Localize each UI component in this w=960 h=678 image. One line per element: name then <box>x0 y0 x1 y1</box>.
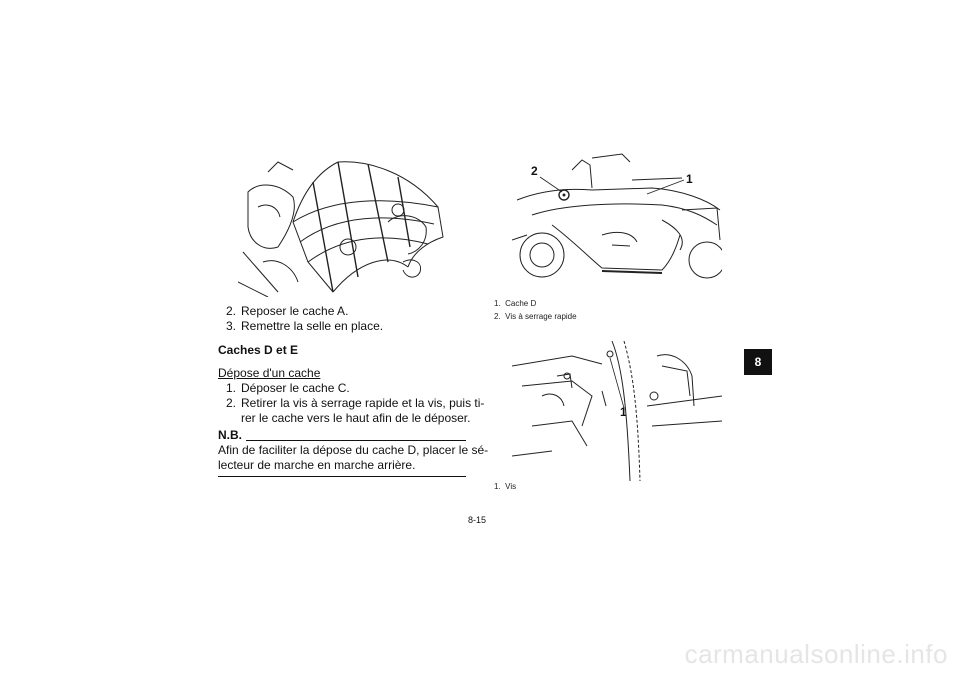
note-line-1: Afin de faciliter la dépose du cache D, placer le sé- <box>218 443 489 457</box>
seat-cover-illustration <box>238 152 448 297</box>
step-remove-screws-line2: rer le cache vers le haut afin de le déposer. <box>241 411 471 425</box>
note-label: N.B. <box>218 428 242 442</box>
note-line-2: lecteur de marche en marche arrière. <box>218 458 416 472</box>
fig2-caption-1: 1. Vis <box>494 482 517 491</box>
subsection-title: Dépose d'un cache <box>218 366 321 380</box>
note-top-rule <box>246 440 466 441</box>
watermark: carmanualsonline.info <box>684 639 948 669</box>
fig1-callout-2: 2 <box>531 164 538 178</box>
fig2-callout-1: 1 <box>620 405 627 419</box>
fig1-callout-1: 1 <box>686 172 693 186</box>
page-number: 8-15 <box>468 515 487 525</box>
atv-rear-screw-illustration <box>512 336 722 481</box>
chapter-tab: 8 <box>744 349 772 375</box>
section-title: Caches D et E <box>218 343 299 357</box>
note-bottom-rule <box>218 476 466 477</box>
fig1-caption-1: 1. Cache D <box>494 299 537 308</box>
fig1-caption-2: 2. Vis à serrage rapide <box>494 312 577 321</box>
